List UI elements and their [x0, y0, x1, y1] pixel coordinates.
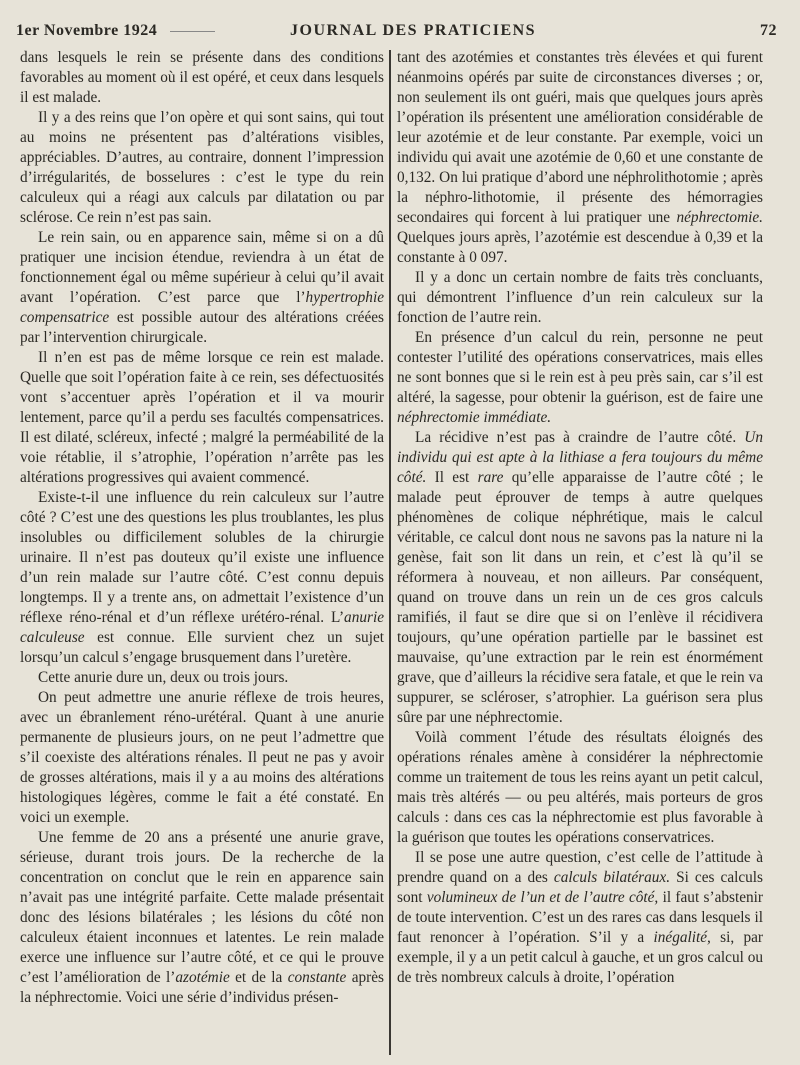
left-column [20, 48, 384, 1060]
text-run: et de la [229, 969, 288, 986]
header-date: 1er Novembre 1924 [16, 22, 158, 39]
text-run: Le rein sain, ou en apparence sain, même si on a dû pratiquer une incision étendue, reviendra à un état de fonctionnement égal ou même supérieur à celui qu’il avait avant l’opération. C’est parce que l’ [20, 229, 384, 306]
italic-text: azotémie [175, 969, 230, 986]
text-run: Quelques jours après, l’azotémie est descendue à 0,39 et la constante à 0 097. [397, 229, 763, 266]
paragraph [20, 108, 384, 228]
paragraph [20, 668, 384, 688]
page-header [0, 14, 800, 48]
right-column [397, 48, 763, 1060]
text-run: Il se pose une autre question, c’est celle de l’attitude à prendre quand on a des [397, 849, 763, 886]
text-run: Il est [426, 469, 478, 486]
paragraph [20, 348, 384, 488]
paragraph [397, 328, 763, 428]
text-run: si, par exemple, il y a un petit calcul à gauche, et un gros calcul ou de très nombreux calculs à droite, l’opération [397, 929, 763, 986]
text-run: il faut s’abstenir de toute intervention. C’est un des rares cas dans lesquels il faut renoncer à l’opération. S’il y a [397, 889, 763, 946]
text-run: dans lesquels le rein se présente dans des conditions favorables au moment où il est opéré, et ceux dans lesquels il est malade. [20, 49, 384, 106]
column-divider [389, 50, 391, 1055]
text-run: tant des azotémies et constantes très élevées et qui furent néanmoins opérés par suite de circonstances diverses ; or, non seulement ils ont guéri, mais que quelques jours après l’opération ils présentent une amélioration considérable de leur azotémie et de leur constante. Par exemple, voici un individu qui avait une azotémie de 0,60 et une constante de 0,132. On lui pratique d’abord une néphrolithotomie ; après la néphro-lithotomie, il présente des hémorragies secondaires qui forcent à lui pratiquer une [397, 49, 763, 226]
text-run: Cette anurie dure un, deux ou trois jours. [38, 669, 289, 686]
text-run: est possible autour des altérations créées par l’intervention chirurgicale. [20, 309, 384, 346]
paragraph [397, 428, 763, 728]
italic-text: néphrectomie immédiate. [397, 409, 552, 426]
text-run: Il y a donc un certain nombre de faits très concluants, qui démontrent l’influence d’un rein calculeux sur la fonction de l’autre rein. [397, 269, 763, 326]
italic-text: hypertrophie compensatrice [20, 289, 384, 326]
italic-text: néphrectomie. [676, 209, 763, 226]
text-run: est connue. Elle survient chez un sujet lorsqu’un calcul s’engage brusquement dans l’uretère. [20, 629, 384, 666]
journal-title: JOURNAL DES PRATICIENS [290, 22, 537, 39]
paragraph [397, 728, 763, 848]
text-run: On peut admettre une anurie réflexe de trois heures, avec un ébranlement réno-urétéral. Quant à une anurie permanente de plusieurs jours, on ne peut l’admettre que s’il coexiste des altérations rénales. Il peut ne pas y avoir de grosses altérations, mais il y a au moins des altérations histologiques légères, comme le fait a été constaté. En voici un exemple. [20, 689, 384, 826]
text-run: Voilà comment l’étude des résultats éloignés des opérations rénales amène à considérer la néphrectomie comme un traitement de tous les reins ayant un petit calcul, mais très altérés — ou peu altérés, mais porteurs de gros calculs : dans ces cas la néphrectomie est plus favorable à la guérison que toutes les opérations conservatrices. [397, 729, 763, 846]
text-run: Existe-t-il une influence du rein calculeux sur l’autre côté ? C’est une des questions les plus troublantes, les plus insolubles ou difficilement solubles de la chirurgie urinaire. Il n’est pas douteux qu’il existe une influence d’un rein malade sur l’autre côté. C’est connu depuis longtemps. Il y a trente ans, on admettait l’existence d’un réflexe réno-rénal et d’un réflexe urétéro-rénal. L’ [20, 489, 384, 626]
italic-text: rare [477, 469, 504, 486]
page-number: 72 [760, 22, 777, 39]
text-run: Une femme de 20 ans a présenté une anurie grave, sérieuse, durant trois jours. De la recherche de la concentration on conclut que le rein en apparence sain n’avait pas une intégrité parfaite. Cette malade présentait donc des lésions bilatérales ; les lésions du côté non calculeux étaient inconnues et latentes. Le rein malade exerce une influence sur l’autre côté, et ce qui le prouve c’est l’amélioration de l’ [20, 829, 384, 986]
text-run: La récidive n’est pas à craindre de l’autre côté. [415, 429, 745, 446]
paragraph [397, 848, 763, 988]
text-run: après la néphrectomie. Voici une série d’individus présen- [20, 969, 384, 1006]
paragraph [397, 48, 763, 268]
italic-text: Un individu qui est apte à la lithiase a fera toujours du même côté. [397, 429, 763, 486]
paragraph [397, 268, 763, 328]
text-run: Il n’en est pas de même lorsque ce rein est malade. Quelle que soit l’opération faite à ce rein, ses défectuosités vont s’accentuer après l’opération et il va mourir lentement, parce qu’il a perdu ses facultés compensatrices. Il est dilaté, scléreux, infecté ; malgré la perméabilité de la voie rétablie, il s’atrophie, l’opération n’arrête pas les altérations progressives qui avaient commencé. [20, 349, 384, 486]
paragraph [20, 48, 384, 108]
text-run: Si ces calculs sont [397, 869, 763, 906]
text-run: En présence d’un calcul du rein, personne ne peut contester l’utilité des opérations conservatrices, mais elles ne sont bonnes que si le rein est à peu près sain, car s’il est altéré, la sagesse, pour obtenir la guérison, est de faire une [397, 329, 763, 406]
italic-text: volumineux de l’un et de l’autre côté, [426, 889, 659, 906]
paragraph [20, 828, 384, 1008]
italic-text: constante [287, 969, 347, 986]
italic-text: calculs bilatéraux. [553, 869, 671, 886]
paragraph [20, 688, 384, 828]
paragraph [20, 228, 384, 348]
italic-text: inégalité, [653, 929, 711, 946]
text-run: qu’elle apparaisse de l’autre côté ; le malade peut éprouver de temps à autre quelques phénomènes de colique néphrétique, mais le calcul véritable, ce calcul dont nous ne savons pas la nature ni la genèse, fait son lit dans un rein, et c’est là qu’il se réformera à nouveau, et non ailleurs. Par conséquent, quand on trouve dans un rein un de ces gros calculs ramifiés, il faut se dire que si on l’enlève il récidivera toujours, qu’une opération partielle par le bassinet est mauvaise, qu’une extraction par le rein est énormément grave, que d’ailleurs la récidive sera fatale, et que le rein va suppurer, se scléroser, s’atrophier. La guérison sera plus sûre par une néphrectomie. [397, 469, 763, 726]
text-run: Il y a des reins que l’on opère et qui sont sains, qui tout au moins ne présentent pas d’altérations visibles, appréciables. D’autres, au contraire, donnent l’impression d’irrégularités, de bosselures : c’est le type du rein calculeux qui a réagi aux calculs par dilatation ou par sclérose. Ce rein n’est pas sain. [20, 109, 384, 226]
paragraph [20, 488, 384, 668]
italic-text: anurie calculeuse [20, 609, 384, 646]
header-rule [170, 31, 215, 32]
